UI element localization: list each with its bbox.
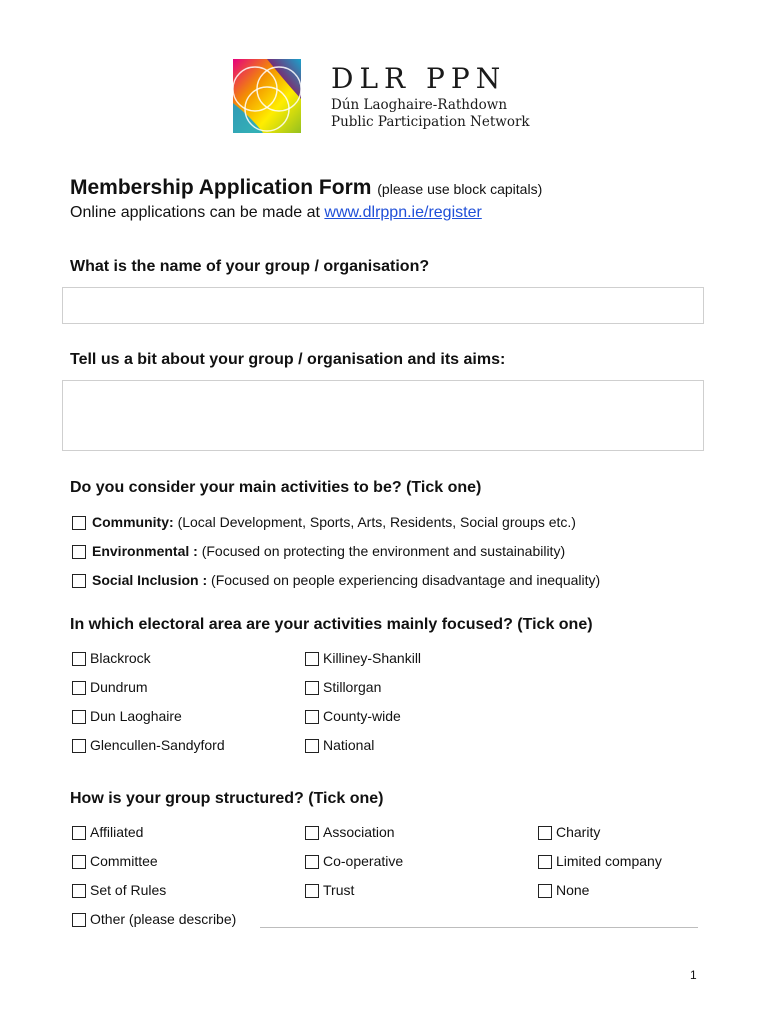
checkbox-icon[interactable] bbox=[72, 710, 86, 724]
structure-option-committee[interactable] bbox=[72, 853, 158, 869]
structure-option-set-of-rules[interactable] bbox=[72, 882, 166, 898]
structure-option-none[interactable] bbox=[538, 882, 589, 898]
option-label: Association bbox=[323, 824, 395, 840]
question-group-aims: Tell us a bit about your group / organisation and its aims: bbox=[70, 351, 506, 368]
form-title bbox=[70, 176, 542, 200]
activity-desc: (Local Development, Sports, Arts, Residents, Social groups etc.) bbox=[177, 514, 576, 530]
checkbox-icon[interactable] bbox=[305, 739, 319, 753]
brand-subtitle-line1: Dún Laoghaire-Rathdown bbox=[331, 97, 508, 113]
checkbox-icon[interactable] bbox=[72, 574, 86, 588]
activity-option-community[interactable] bbox=[72, 514, 576, 530]
option-label: Stillorgan bbox=[323, 679, 382, 695]
option-label: None bbox=[556, 882, 590, 898]
checkbox-icon[interactable] bbox=[72, 855, 86, 869]
question-activities: Do you consider your main activities to be? (Tick one) bbox=[70, 479, 482, 496]
checkbox-icon[interactable] bbox=[305, 652, 319, 666]
register-link[interactable]: www.dlrppn.ie/register bbox=[324, 204, 482, 221]
activity-option-social-inclusion[interactable] bbox=[72, 572, 600, 588]
checkbox-icon[interactable] bbox=[305, 855, 319, 869]
area-option-dun-laoghaire[interactable] bbox=[72, 708, 182, 724]
activity-label: Social Inclusion : bbox=[92, 572, 208, 588]
option-label: Co-operative bbox=[323, 853, 404, 869]
form-title-note: (please use block capitals) bbox=[377, 181, 543, 197]
checkbox-icon[interactable] bbox=[305, 884, 319, 898]
option-label: Limited company bbox=[556, 853, 662, 869]
activity-label: Community: bbox=[92, 514, 174, 530]
online-text: Online applications can be made at bbox=[70, 204, 320, 221]
option-label: Blackrock bbox=[90, 650, 151, 666]
activity-desc: (Focused on protecting the environment and sustainability) bbox=[201, 543, 566, 559]
checkbox-icon[interactable] bbox=[72, 652, 86, 666]
area-option-county-wide[interactable] bbox=[305, 708, 401, 724]
structure-option-trust[interactable] bbox=[305, 882, 354, 898]
area-option-glencullen-sandyford[interactable] bbox=[72, 737, 225, 753]
option-label: National bbox=[323, 737, 375, 753]
checkbox-icon[interactable] bbox=[538, 826, 552, 840]
checkbox-icon[interactable] bbox=[72, 913, 86, 927]
checkbox-icon[interactable] bbox=[305, 710, 319, 724]
checkbox-icon[interactable] bbox=[72, 681, 86, 695]
area-option-blackrock[interactable] bbox=[72, 650, 151, 666]
structure-option-other[interactable] bbox=[72, 911, 236, 927]
option-label: Affiliated bbox=[90, 824, 144, 840]
group-aims-textarea[interactable] bbox=[62, 380, 704, 451]
structure-option-limited-company[interactable] bbox=[538, 853, 662, 869]
activity-label: Environmental : bbox=[92, 543, 198, 559]
option-label: Other (please describe) bbox=[90, 911, 237, 927]
option-label: Set of Rules bbox=[90, 882, 167, 898]
checkbox-icon[interactable] bbox=[538, 855, 552, 869]
option-label: County-wide bbox=[323, 708, 401, 724]
structure-option-co-operative[interactable] bbox=[305, 853, 403, 869]
option-label: Trust bbox=[323, 882, 355, 898]
online-application-line bbox=[70, 204, 482, 222]
group-name-input[interactable] bbox=[62, 287, 704, 324]
area-option-killiney-shankill[interactable] bbox=[305, 650, 421, 666]
question-group-name: What is the name of your group / organisation? bbox=[70, 258, 430, 275]
brand-subtitle-line2: Public Participation Network bbox=[331, 114, 530, 130]
option-label: Glencullen-Sandyford bbox=[90, 737, 225, 753]
activity-option-environmental[interactable] bbox=[72, 543, 565, 559]
checkbox-icon[interactable] bbox=[72, 884, 86, 898]
structure-option-charity[interactable] bbox=[538, 824, 600, 840]
option-label: Dundrum bbox=[90, 679, 148, 695]
area-option-stillorgan[interactable] bbox=[305, 679, 381, 695]
question-electoral-area: In which electoral area are your activities mainly focused? (Tick one) bbox=[70, 616, 593, 633]
question-structure: How is your group structured? (Tick one) bbox=[70, 790, 384, 807]
checkbox-icon[interactable] bbox=[305, 681, 319, 695]
brand-title: DLR PPN bbox=[331, 62, 507, 95]
form-title-text: Membership Application Form bbox=[70, 176, 372, 199]
checkbox-icon[interactable] bbox=[72, 739, 86, 753]
dlr-ppn-logo-icon bbox=[233, 59, 301, 133]
structure-option-association[interactable] bbox=[305, 824, 395, 840]
checkbox-icon[interactable] bbox=[72, 516, 86, 530]
checkbox-icon[interactable] bbox=[305, 826, 319, 840]
page-number: 1 bbox=[690, 968, 697, 982]
checkbox-icon[interactable] bbox=[72, 826, 86, 840]
area-option-dundrum[interactable] bbox=[72, 679, 148, 695]
option-label: Committee bbox=[90, 853, 158, 869]
activity-desc: (Focused on people experiencing disadvantage and inequality) bbox=[211, 572, 601, 588]
brand-subtitle bbox=[331, 97, 530, 131]
structure-option-affiliated[interactable] bbox=[72, 824, 143, 840]
option-label: Dun Laoghaire bbox=[90, 708, 182, 724]
checkbox-icon[interactable] bbox=[538, 884, 552, 898]
option-label: Charity bbox=[556, 824, 601, 840]
option-label: Killiney-Shankill bbox=[323, 650, 422, 666]
checkbox-icon[interactable] bbox=[72, 545, 86, 559]
area-option-national[interactable] bbox=[305, 737, 374, 753]
other-describe-line[interactable] bbox=[260, 927, 698, 928]
